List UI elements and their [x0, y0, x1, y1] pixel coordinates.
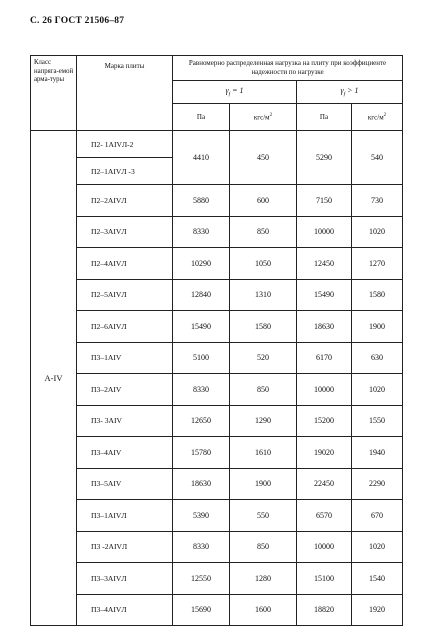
table-row	[31, 342, 403, 374]
table-row	[31, 279, 403, 311]
value-cell: 1280	[230, 563, 297, 595]
header-gamma-gt: $\gamma_f > 1$	[297, 81, 403, 104]
table-row	[31, 248, 403, 280]
value-cell: 4410	[173, 131, 230, 185]
value-cell: 7150	[297, 185, 352, 217]
mark-cell: П3–1АIV	[77, 342, 173, 374]
value-cell: 10000	[297, 531, 352, 563]
value-cell: 12550	[173, 563, 230, 595]
mark-cell: П3–2АIV	[77, 374, 173, 406]
value-cell: 520	[230, 342, 297, 374]
table-row	[31, 437, 403, 469]
value-cell: 1900	[352, 311, 403, 343]
value-cell: 1920	[352, 594, 403, 626]
value-cell: 730	[352, 185, 403, 217]
value-cell: 850	[230, 216, 297, 248]
value-cell: 15780	[173, 437, 230, 469]
table-row	[31, 563, 403, 595]
value-cell: 1050	[230, 248, 297, 280]
value-cell: 12840	[173, 279, 230, 311]
value-cell: 1940	[352, 437, 403, 469]
mark-cell: П3–5АIV	[77, 468, 173, 500]
table-row	[31, 374, 403, 406]
header-unit-kgs-2: кгс/$м^2$	[352, 104, 403, 131]
value-cell: 8330	[173, 531, 230, 563]
mark-cell: П2–2АIVЛ	[77, 185, 173, 217]
table-body	[31, 131, 403, 626]
value-cell: 540	[352, 131, 403, 185]
value-cell: 10000	[297, 216, 352, 248]
value-cell: 600	[230, 185, 297, 217]
value-cell: 850	[230, 531, 297, 563]
value-cell: 15100	[297, 563, 352, 595]
table-row	[31, 500, 403, 532]
mark-cell: П3–4АIVЛ	[77, 594, 173, 626]
value-cell: 1290	[230, 405, 297, 437]
header-mark: Марка плиты	[77, 56, 173, 131]
value-cell: 670	[352, 500, 403, 532]
load-table-wrapper	[30, 55, 402, 623]
mark-cell: П3–3АIVЛ	[77, 563, 173, 595]
value-cell: 10000	[297, 374, 352, 406]
table-row	[31, 594, 403, 626]
value-cell: 450	[230, 131, 297, 185]
value-cell: 1310	[230, 279, 297, 311]
mark-cell: П3–4АIV	[77, 437, 173, 469]
value-cell: 550	[230, 500, 297, 532]
value-cell: 2290	[352, 468, 403, 500]
value-cell: 18630	[173, 468, 230, 500]
value-cell: 5100	[173, 342, 230, 374]
value-cell: 19020	[297, 437, 352, 469]
value-cell: 1600	[230, 594, 297, 626]
value-cell: 1610	[230, 437, 297, 469]
mark-cell: П3–1АIVЛ	[77, 500, 173, 532]
value-cell: 1540	[352, 563, 403, 595]
value-cell: 8330	[173, 374, 230, 406]
value-cell: 18820	[297, 594, 352, 626]
value-cell: 8330	[173, 216, 230, 248]
value-cell: 15490	[173, 311, 230, 343]
table-row	[31, 131, 403, 158]
value-cell: 22450	[297, 468, 352, 500]
value-cell: 12650	[173, 405, 230, 437]
mark-cell: П2- 1АIVЛ-2	[77, 131, 173, 158]
value-cell: 850	[230, 374, 297, 406]
header-class: Класс напряга-емой арма-туры	[31, 56, 77, 131]
value-cell: 12450	[297, 248, 352, 280]
value-cell: 5880	[173, 185, 230, 217]
value-cell: 1020	[352, 374, 403, 406]
value-cell: 5290	[297, 131, 352, 185]
value-cell: 1550	[352, 405, 403, 437]
value-cell: 1580	[352, 279, 403, 311]
header-gamma-eq: $\gamma_f = 1$	[173, 81, 297, 104]
mark-cell: П2–4АIVЛ	[77, 248, 173, 280]
mark-cell: П3 -2АIVЛ	[77, 531, 173, 563]
header-unit-pa-2: Па	[297, 104, 352, 131]
table-row	[31, 185, 403, 217]
table-row	[31, 216, 403, 248]
load-table	[30, 55, 403, 626]
table-row	[31, 531, 403, 563]
table-row	[31, 468, 403, 500]
value-cell: 15490	[297, 279, 352, 311]
value-cell: 6570	[297, 500, 352, 532]
table-row	[31, 311, 403, 343]
value-cell: 18630	[297, 311, 352, 343]
class-cell: A-IV	[31, 131, 77, 626]
header-unit-kgs-1: кгс/$м^2$	[230, 104, 297, 131]
value-cell: 1580	[230, 311, 297, 343]
header-unit-pa-1: Па	[173, 104, 230, 131]
header-load: Равномерно распределенная нагрузка на плиту при коэффициенте надежности по нагрузке	[173, 56, 403, 81]
value-cell: 5390	[173, 500, 230, 532]
value-cell: 1020	[352, 531, 403, 563]
value-cell: 630	[352, 342, 403, 374]
value-cell: 1270	[352, 248, 403, 280]
value-cell: 1020	[352, 216, 403, 248]
mark-cell: П3- 3АIV	[77, 405, 173, 437]
value-cell: 6170	[297, 342, 352, 374]
mark-cell: П2–1АIVЛ -3	[77, 158, 173, 185]
value-cell: 1900	[230, 468, 297, 500]
mark-cell: П2–5АIVЛ	[77, 279, 173, 311]
table-row	[31, 405, 403, 437]
mark-cell: П2–6АIVЛ	[77, 311, 173, 343]
value-cell: 10290	[173, 248, 230, 280]
page-header: С. 26 ГОСТ 21506–87	[30, 16, 125, 26]
value-cell: 15690	[173, 594, 230, 626]
value-cell: 15200	[297, 405, 352, 437]
mark-cell: П2–3АIVЛ	[77, 216, 173, 248]
